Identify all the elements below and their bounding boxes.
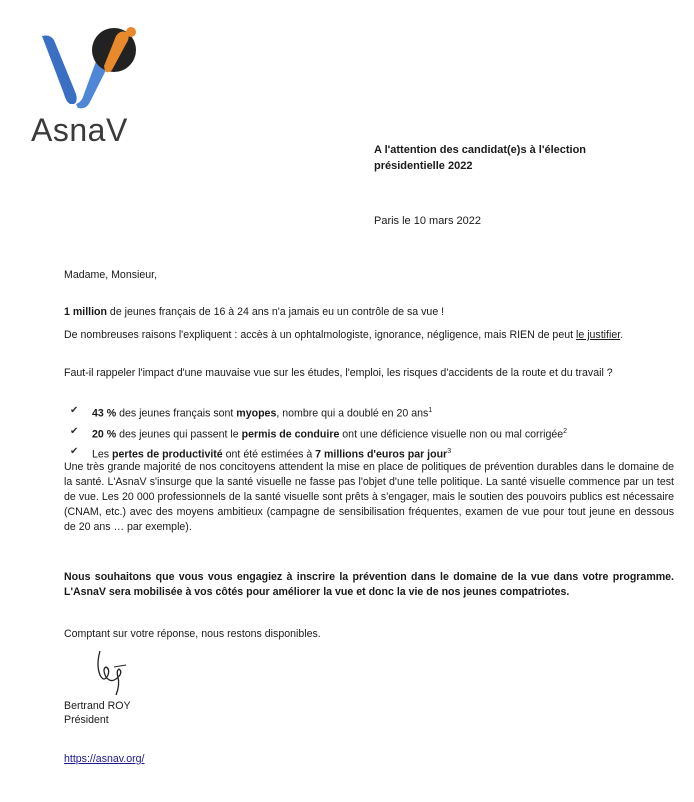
bullet-2-bold2: permis de conduire — [241, 428, 340, 441]
paragraph-4: Une très grande majorité de nos concitoyens attendent la mise en place de politiques de prévention durables dans le domaine de la santé. L'AsnaV s'insurge que la santé visuelle ne fasse pas l'objet d'une telle politique. La santé visuelle commence par un test de vue. Les 20 000 professionnels de la santé visuelle sont prêts à s'engager, mais le soutien des pouvoirs publics est nécessaire (CNAM, etc.) avec des moyens ambitieux (campagne de sensibilisation fréquentes, examen de vue pour tout jeune en dessous de 20 ans … par exemple). — [64, 461, 674, 533]
paragraph-2 — [64, 328, 674, 343]
bullet-1-footnote: 1 — [428, 407, 433, 414]
website-link[interactable]: https://asnav.org/ — [64, 753, 145, 765]
p2-strong: RIEN — [509, 329, 535, 341]
bullet-item — [70, 423, 674, 444]
logo-wordmark: AsnaV — [31, 112, 128, 148]
p2-before: De nombreuses raisons l'expliquent : accès à un ophtalmologiste, ignorance, négligence, mais — [64, 329, 510, 341]
recipient-block — [374, 142, 634, 174]
checkmark-icon: ✔ — [70, 446, 79, 458]
bullet-1-bold2: myopes — [236, 407, 277, 420]
bullet-3-text1: Les — [92, 448, 113, 461]
checkmark-icon: ✔ — [70, 405, 79, 416]
p1-bold: 1 million — [64, 306, 107, 318]
bullet-2-bold: 20 % — [92, 428, 117, 441]
bullet-1-text1: des jeunes français sont — [116, 407, 237, 420]
paragraph-3: Faut-il rappeler l'impact d'une mauvaise vue sur les études, l'emploi, les risques d'accidents de la route et du travail ? — [64, 367, 613, 379]
bullet-2-footnote: 2 — [563, 427, 568, 435]
bullet-item — [70, 402, 674, 423]
paragraph-1 — [64, 305, 674, 320]
checkmark-icon: ✔ — [70, 425, 79, 437]
recipient-line-2: présidentielle 2022 — [374, 160, 473, 172]
p1-rest: de jeunes français de 16 à 24 ans n'a jamais eu un contrôle de sa vue ! — [106, 306, 445, 318]
bullet-3-footnote: 3 — [447, 448, 452, 456]
bullet-1-bold: 43 % — [92, 407, 117, 420]
signatory — [64, 699, 131, 727]
p2-after: . — [620, 329, 624, 341]
paragraph-5-call-to-action: Nous souhaitons que vous vous engagiez à inscrire la prévention dans le domaine de la vue dans votre programme. L'AsnaV sera mobilisée à vos côtés pour améliorer la vue et donc la vie de nos jeunes compatriotes. — [64, 571, 674, 598]
recipient-line-1: A l'attention des candidat(e)s à l'élection — [374, 144, 587, 156]
bullet-3-text2: ont été estimées à — [222, 448, 316, 461]
logo-v-left-stroke — [42, 36, 77, 105]
signatory-title: Président — [64, 714, 109, 726]
asnav-logo — [30, 22, 150, 172]
bullet-2-text2: ont une déficience visuelle non ou mal corrigée — [339, 428, 564, 441]
signatory-name: Bertrand ROY — [64, 700, 131, 712]
bullet-3-bold3: 7 millions d'euros par jour — [315, 448, 448, 461]
bullet-3-bold2: pertes de productivité — [112, 448, 223, 461]
asnav-logo-mark — [30, 22, 150, 117]
salutation: Madame, Monsieur, — [64, 269, 158, 281]
bullet-1-text2: , nombre qui a doublé en 20 ans — [276, 407, 429, 420]
p2-underlined: le justifier — [576, 329, 621, 341]
impact-bullet-list — [70, 402, 674, 464]
p2-mid: de peut — [534, 329, 576, 341]
logo-orange-dot — [126, 27, 136, 37]
bullet-2-text1: des jeunes qui passent le — [116, 428, 242, 441]
handwritten-signature — [86, 645, 136, 700]
paragraph-6-closing: Comptant sur votre réponse, nous restons disponibles. — [64, 628, 321, 640]
letter-date: Paris le 10 mars 2022 — [374, 215, 481, 227]
